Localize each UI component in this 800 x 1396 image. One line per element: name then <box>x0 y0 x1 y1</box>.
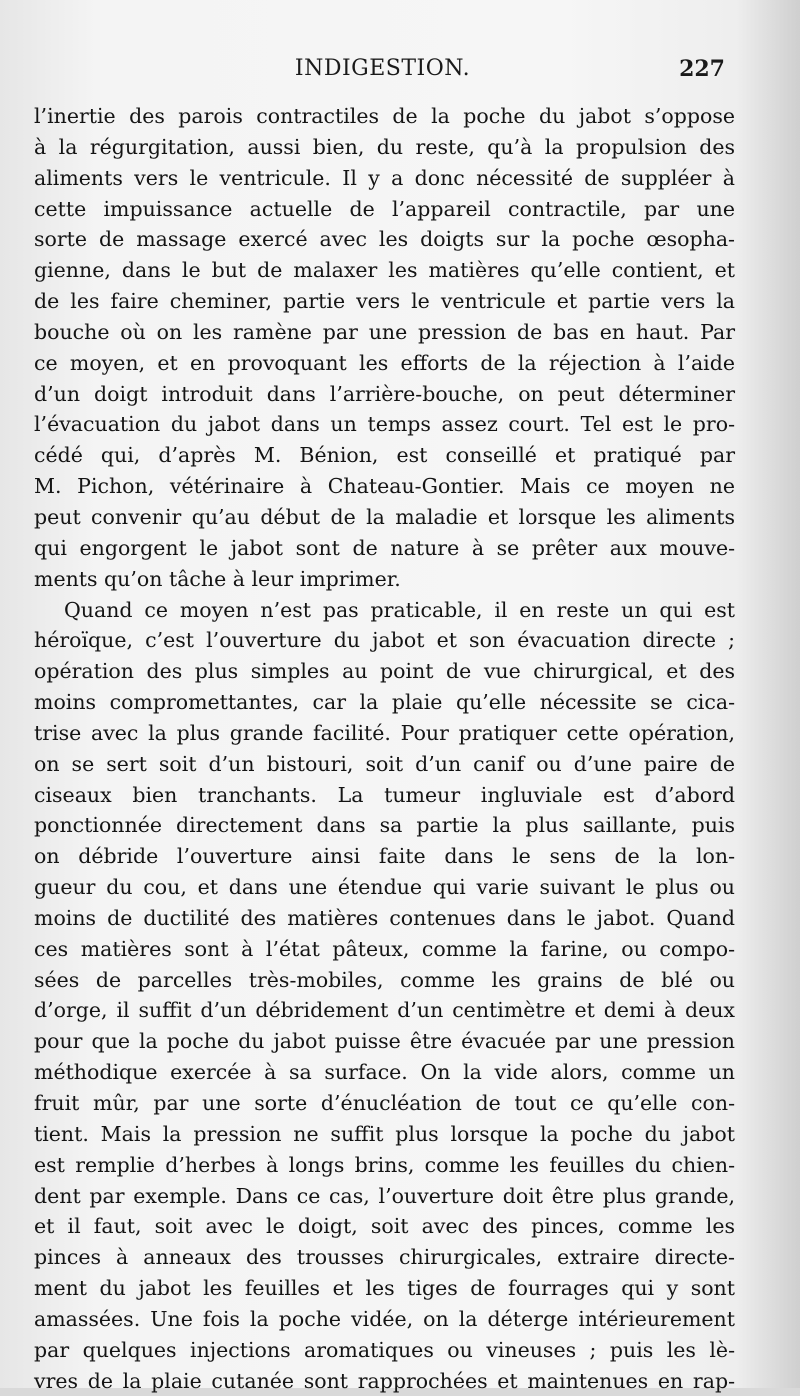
text-line: opération des plus simples au point de vue chirurgical, et des <box>34 656 735 687</box>
text-line: ce moyen, et en provoquant les efforts de la réjection à l’aide <box>34 348 735 379</box>
text-line: l’évacuation du jabot dans un temps assez court. Tel est le pro- <box>34 409 735 440</box>
text-line: pour que la poche du jabot puisse être évacuée par une pression <box>34 1026 735 1057</box>
text-line: sées de parcelles très-mobiles, comme les grains de blé ou <box>34 965 735 996</box>
text-line: ces matières sont à l’état pâteux, comme la farine, ou compo- <box>34 934 735 965</box>
text-line: moins de ductilité des matières contenues dans le jabot. Quand <box>34 903 735 934</box>
text-line: à la régurgitation, aussi bien, du reste, qu’à la propulsion des <box>34 132 735 163</box>
page-header <box>40 56 725 90</box>
text-line: cédé qui, d’après M. Bénion, est conseillé et pratiqué par <box>34 440 735 471</box>
text-line: d’un doigt introduit dans l’arrière-bouche, on peut déterminer <box>34 379 735 410</box>
text-line: cette impuissance actuelle de l’appareil contractile, par une <box>34 194 735 225</box>
text-line: Quand ce moyen n’est pas praticable, il en reste un qui est <box>34 595 735 626</box>
text-line: trise avec la plus grande facilité. Pour pratiquer cette opération, <box>34 718 735 749</box>
text-line: qui engorgent le jabot sont de nature à se prêter aux mouve- <box>34 533 735 564</box>
text-line: peut convenir qu’au début de la maladie et lorsque les aliments <box>34 502 735 533</box>
text-line: l’inertie des parois contractiles de la poche du jabot s’oppose <box>34 101 735 132</box>
text-line: et il faut, soit avec le doigt, soit avec des pinces, comme les <box>34 1211 735 1242</box>
running-title: INDIGESTION. <box>40 56 725 81</box>
text-line: dent par exemple. Dans ce cas, l’ouverture doit être plus grande, <box>34 1181 735 1212</box>
text-line: fruit mûr, par une sorte d’énucléation de tout ce qu’elle con- <box>34 1088 735 1119</box>
text-line: aliments vers le ventricule. Il y a donc nécessité de suppléer à <box>34 163 735 194</box>
body-text <box>34 101 735 1396</box>
text-line: sorte de massage exercé avec les doigts sur la poche œsopha- <box>34 224 735 255</box>
text-line: de les faire cheminer, partie vers le ventricule et partie vers la <box>34 286 735 317</box>
text-line: par quelques injections aromatiques ou vineuses ; puis les lè- <box>34 1335 735 1366</box>
text-line: ments qu’on tâche à leur imprimer. <box>34 564 735 595</box>
text-line: gienne, dans le but de malaxer les matières qu’elle contient, et <box>34 255 735 286</box>
text-line: moins compromettantes, car la plaie qu’elle nécessite se cica- <box>34 687 735 718</box>
text-line: vres de la plaie cutanée sont rapprochées et maintenues en rap- <box>34 1366 735 1396</box>
text-line: ment du jabot les feuilles et les tiges de fourrages qui y sont <box>34 1273 735 1304</box>
text-line: ponctionnée directement dans sa partie la plus saillante, puis <box>34 810 735 841</box>
page-number: 227 <box>679 56 725 82</box>
text-line: gueur du cou, et dans une étendue qui varie suivant le plus ou <box>34 872 735 903</box>
text-line: on se sert soit d’un bistouri, soit d’un canif ou d’une paire de <box>34 749 735 780</box>
paragraph-2 <box>34 595 735 1396</box>
text-line: méthodique exercée à sa surface. On la vide alors, comme un <box>34 1057 735 1088</box>
text-line: pinces à anneaux des trousses chirurgicales, extraire directe- <box>34 1242 735 1273</box>
paragraph-1 <box>34 101 735 595</box>
text-line: héroïque, c’est l’ouverture du jabot et son évacuation directe ; <box>34 625 735 656</box>
text-line: tient. Mais la pression ne suffit plus lorsque la poche du jabot <box>34 1119 735 1150</box>
text-line: bouche où on les ramène par une pression de bas en haut. Par <box>34 317 735 348</box>
text-line: ciseaux bien tranchants. La tumeur ingluviale est d’abord <box>34 780 735 811</box>
text-line: amassées. Une fois la poche vidée, on la déterge intérieurement <box>34 1304 735 1335</box>
text-line: d’orge, il suffit d’un débridement d’un centimètre et demi à deux <box>34 995 735 1026</box>
text-line: est remplie d’herbes à longs brins, comme les feuilles du chien- <box>34 1150 735 1181</box>
text-line: M. Pichon, vétérinaire à Chateau-Gontier. Mais ce moyen ne <box>34 471 735 502</box>
text-line: on débride l’ouverture ainsi faite dans le sens de la lon- <box>34 841 735 872</box>
